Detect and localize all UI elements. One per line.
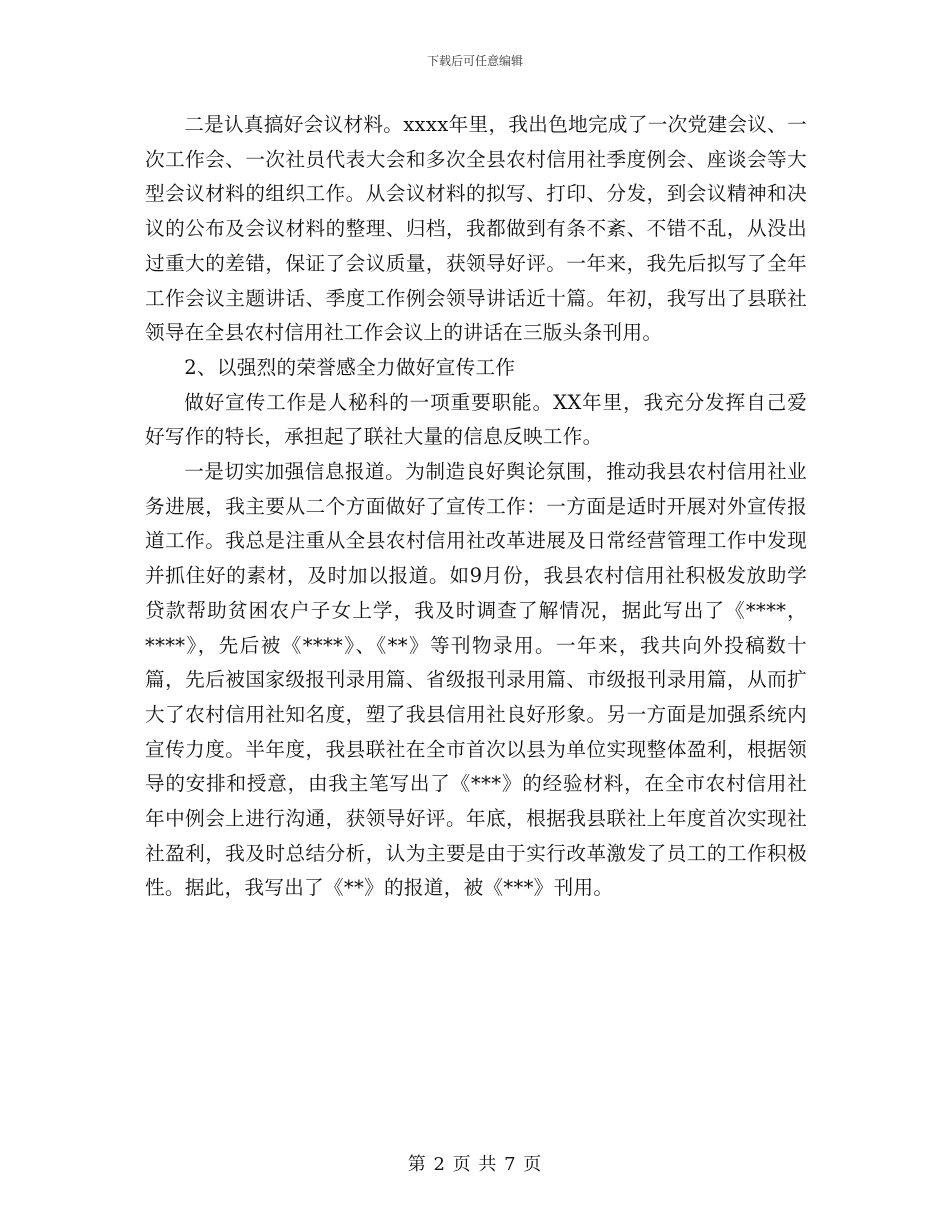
- document-body: [145, 108, 807, 906]
- section-heading-publicity: 2、以强烈的荣誉感全力做好宣传工作: [184, 355, 516, 379]
- paragraph-meeting-materials: 二是认真搞好会议材料。xxxx年里，我出色地完成了一次党建会议、一次工作会、一次社员代表大会和多次全县农村信用社季度例会、座谈会等大型会议材料的组织工作。从会议材料的拟写、打印、分发，到会议精神和决议的公布及会议材料的整理、归档，我都做到有条不紊、不错不乱，从没出过重大的差错，保证了会议质量，获领导好评。一年来，我先后拟写了全年工作会议主题讲话、季度工作例会领导讲话近十篇。年初，我写出了县联社领导在全县农村信用社工作会议上的讲话在三版头条刊用。: [145, 113, 807, 345]
- paragraph-publicity-intro: 做好宣传工作是人秘科的一项重要职能。XX年里，我充分发挥自己爱好写作的特长，承担起了联社大量的信息反映工作。: [145, 390, 807, 449]
- page-header: 下载后可任意编辑: [426, 54, 523, 68]
- page-number-footer: 第 2 页 共 7 页: [407, 1154, 543, 1175]
- paragraph-information-reporting: 一是切实加强信息报道。为制造良好舆论氛围，推动我县农村信用社业务进展，我主要从二个方面做好了宣传工作：一方面是适时开展对外宣传报道工作。我总是注重从全县农村信用社改革进展及日常经营管理工作中发现并抓住好的素材，及时加以报道。如9月份，我县农村信用社积极发放助学贷款帮助贫困农户子女上学，我及时调查了解情况，据此写出了《****，****》，先后被《****》、《**》等刊物录用。一年来，我共向外投稿数十篇，先后被国家级报刊录用篇、省级报刊录用篇、市级报刊录用篇，从而扩大了农村信用社知名度，塑了我县信用社良好形象。另一方面是加强系统内宣传力度。半年度，我县联社在全市首次以县为单位实现整体盈利，根据领导的安排和授意，由我主笔写出了《***》的经验材料，在全市农村信用社年中例会上进行沟通，获领导好评。年底，根据我县联社上年度首次实现社社盈利，我及时总结分析，认为主要是由于实行改革激发了员工的工作积极性。据此，我写出了《**》的报道，被《***》刊用。: [145, 460, 807, 900]
